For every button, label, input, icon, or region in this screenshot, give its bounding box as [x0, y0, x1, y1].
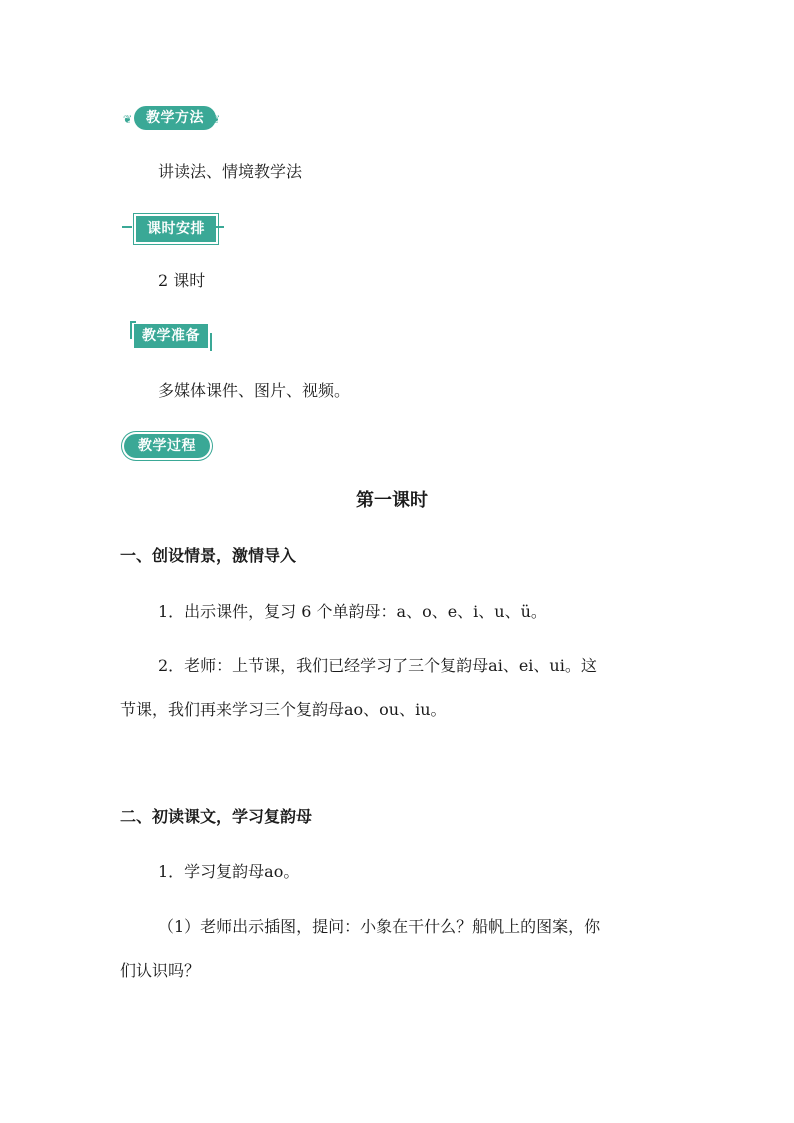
- part2-heading: 二、初读课文，学习复韵母: [120, 807, 313, 826]
- bracket-left-decoration: [130, 321, 132, 339]
- part2-sub1-line2: 们认识吗？: [120, 961, 201, 980]
- ribbon-left-decoration: [122, 226, 132, 228]
- section-badge-preparation: 教学准备: [134, 324, 208, 348]
- part2-item1: 1．学习复韵母ao。: [158, 862, 300, 881]
- section-badge-process: 教学过程: [124, 434, 210, 458]
- section-badge-method: 教学方法: [134, 106, 216, 130]
- bracket-right-decoration: [210, 333, 212, 351]
- ribbon-right-decoration: [214, 226, 224, 228]
- preparation-content: 多媒体课件、图片、视频。: [158, 381, 351, 400]
- schedule-content: 2 课时: [158, 271, 206, 290]
- heart-right-icon: ❦: [211, 113, 221, 126]
- part1-item2-line2: 节课，我们再来学习三个复韵母ao、ou、iu。: [120, 700, 447, 719]
- part1-item1: 1．出示课件，复习 6 个单韵母：a、o、e、i、u、ü。: [158, 602, 547, 621]
- bracket-top-decoration: [130, 321, 136, 323]
- part2-sub1-line1: （1）老师出示插图，提问：小象在干什么？船帆上的图案，你: [158, 917, 601, 936]
- heart-left-icon: ❦: [123, 113, 133, 126]
- section-badge-schedule: 课时安排: [136, 216, 216, 242]
- part1-item2-line1: 2．老师：上节课，我们已经学习了三个复韵母ai、ei、ui。这: [158, 656, 597, 675]
- method-content: 讲读法、情境教学法: [158, 162, 303, 181]
- lesson-title: 第一课时: [356, 490, 428, 511]
- part1-heading: 一、创设情景，激情导入: [120, 546, 297, 565]
